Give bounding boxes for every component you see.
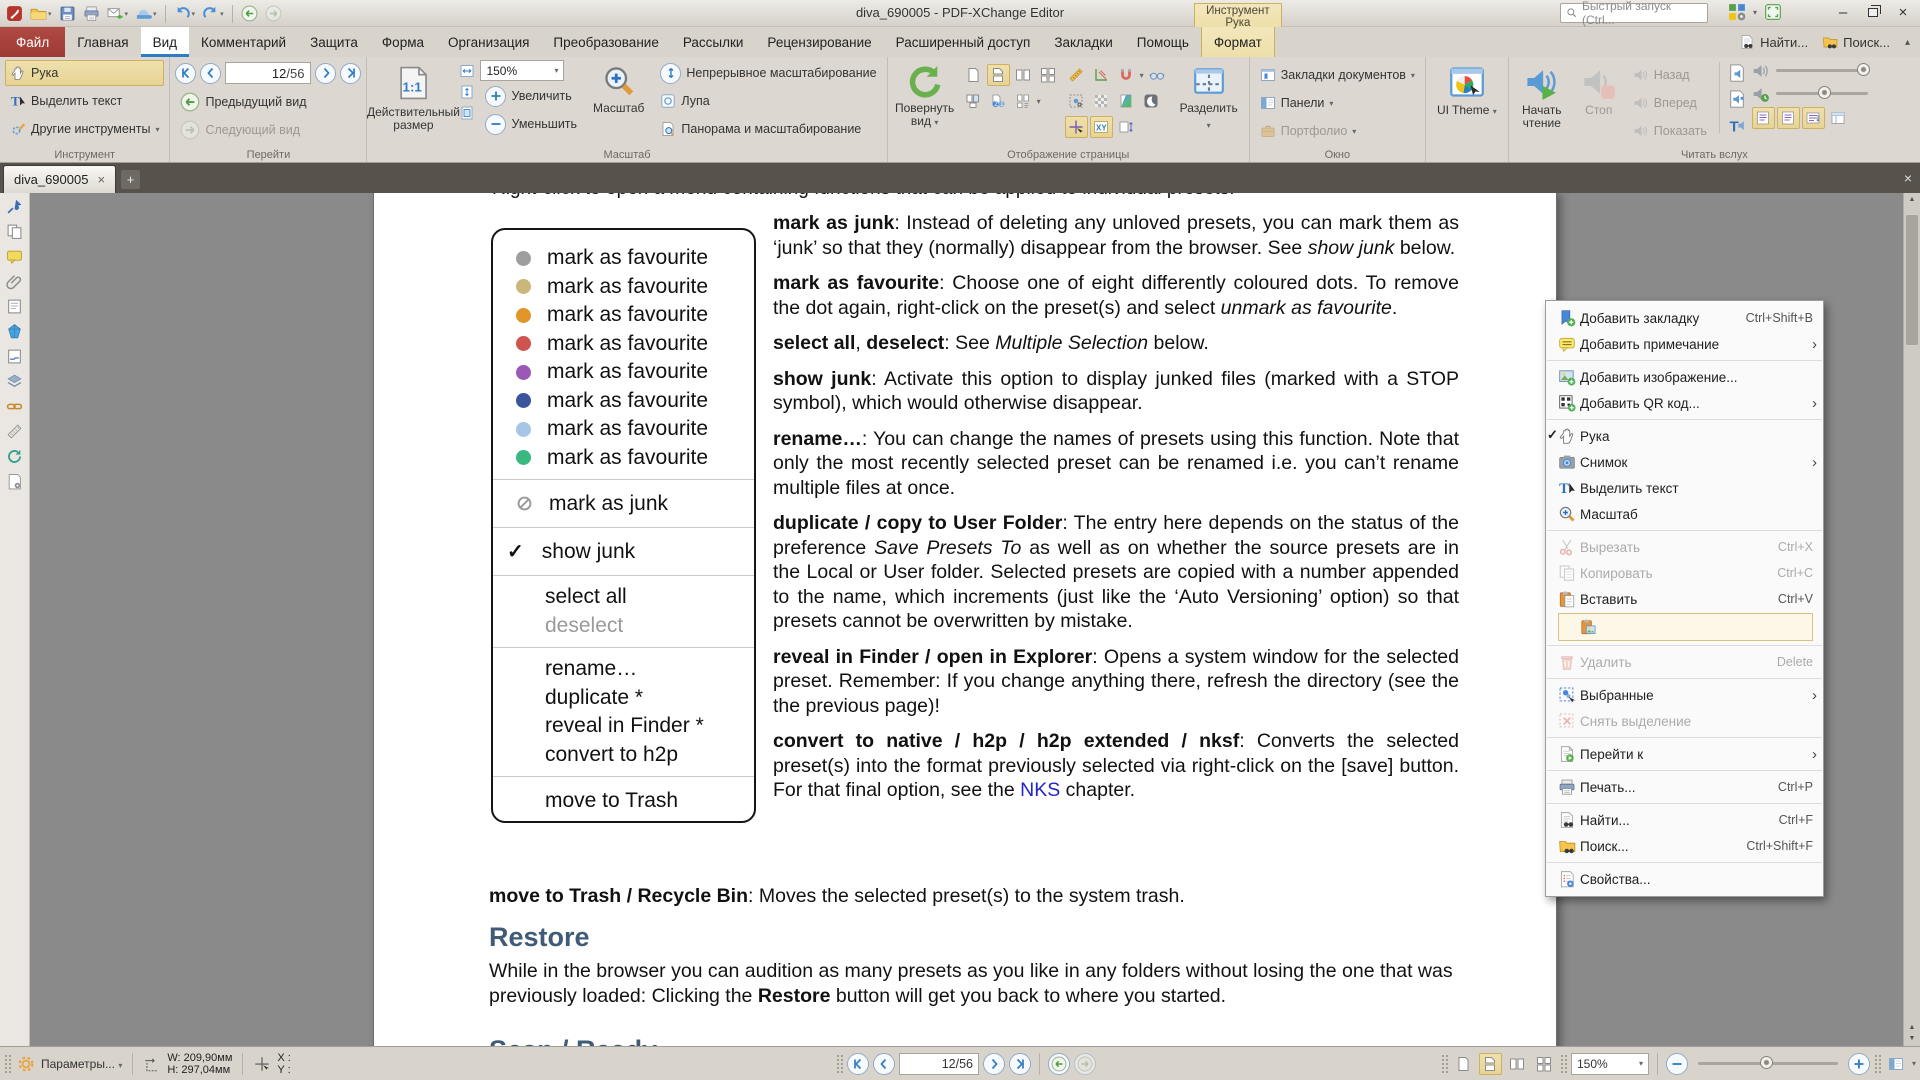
title-bar: [0, 0, 1920, 27]
continuous-zoom-icon: [660, 63, 681, 84]
status-first-page-button[interactable]: [847, 1053, 869, 1075]
email-icon[interactable]: ▾: [104, 2, 132, 25]
document-tab-title: diva_690005: [14, 172, 89, 187]
menu-tab-защита[interactable]: Защита: [310, 34, 358, 50]
menu-tab-организация[interactable]: Организация: [448, 34, 530, 50]
goto-icon: [1558, 745, 1576, 763]
figure-mark-junk: mark as junk: [493, 487, 754, 520]
cursor-coordinates: X : Y :: [277, 1051, 291, 1076]
page-color-icon[interactable]: [1115, 90, 1138, 112]
first-page-button[interactable]: [175, 63, 196, 84]
figure-select-all: select all: [545, 585, 627, 609]
ribbon: [0, 57, 1920, 163]
snapshot-icon: [1558, 453, 1576, 471]
pdf-page: [373, 190, 1557, 1049]
search-folder-icon: [1558, 837, 1576, 855]
fit-page-icon[interactable]: [459, 84, 475, 100]
select-text-button[interactable]: T Выделить текст: [11, 93, 123, 109]
status-zoom-slider[interactable]: [1698, 1062, 1838, 1065]
restore-paragraph: While in the browser you can audition as many presets as you like in any folders without losing the one that was previously loaded: Clicking the Restore button will get you back to where you started.: [489, 960, 1453, 1007]
status-previous-view-button[interactable]: [1048, 1053, 1070, 1075]
speaker-stop-icon: [1581, 64, 1617, 100]
bookmark-add-icon: [1558, 309, 1576, 327]
status-bar: [0, 1046, 1920, 1080]
links-icon[interactable]: [6, 398, 23, 415]
actual-size-icon: [394, 64, 432, 102]
fit-width-icon[interactable]: [459, 63, 475, 79]
ribbon-group-zoom: 1:1 Действительный размер 150% ▾ Увеличить Уменьшить Масштаб Непрерывное масштабирование Лупа Панорама и масштабирование Масштаб: [367, 57, 887, 162]
previous-view-icon: [180, 92, 200, 112]
page-layout-icon[interactable]: [1012, 90, 1035, 112]
loupe-button[interactable]: Лупа: [655, 88, 881, 114]
two-pages-continuous-icon[interactable]: [1037, 64, 1060, 86]
zoom-out-button[interactable]: Уменьшить: [480, 111, 582, 137]
comments-icon[interactable]: [6, 248, 23, 265]
read-option-3-toggle[interactable]: [1802, 107, 1825, 129]
status-continuous-icon[interactable]: [1479, 1053, 1502, 1075]
read-show-button[interactable]: Показать: [1628, 118, 1712, 144]
document-paragraph: convert to native / h2p / h2p extended / nksf: Converts the selected preset(s) into the format previously selected via right-click on the [save] button. For that final option, see the NKS chapter.: [773, 730, 1459, 801]
context-menu-item-выбранные[interactable]: Выбранные ›: [1546, 682, 1823, 708]
rotate-view-icon: [908, 64, 942, 98]
submenu-arrow-icon: ›: [1812, 453, 1817, 471]
submenu-arrow-icon: ›: [1812, 686, 1817, 704]
figure-deselect: deselect: [545, 613, 624, 637]
nks-link[interactable]: NKS: [1020, 779, 1061, 801]
left-panel-rail: [0, 193, 30, 1046]
qr-add-icon: [1558, 394, 1576, 412]
rulers-icon[interactable]: [1065, 64, 1088, 86]
chevron-down-icon[interactable]: ▾: [1752, 7, 1757, 17]
ribbon-group-ui-theme: [1426, 57, 1509, 162]
find-button[interactable]: Найти...: [1734, 32, 1813, 52]
speaker-play-icon: [1524, 64, 1560, 100]
back-icon[interactable]: [238, 2, 261, 25]
grip-handle: [1874, 1054, 1881, 1074]
status-zoom-out-button[interactable]: [1666, 1053, 1688, 1075]
menu-tab-вид[interactable]: Вид: [141, 27, 189, 57]
context-menu-item-вырезать[interactable]: Вырезать Ctrl+X: [1546, 534, 1823, 560]
context-menu-item-перейти-к[interactable]: Перейти к ›: [1546, 741, 1823, 767]
status-single-page-icon[interactable]: [1452, 1053, 1475, 1075]
read-back-button[interactable]: Назад: [1628, 62, 1712, 88]
tools-icon: [10, 121, 26, 137]
speed-icon: [1752, 85, 1770, 103]
menu-tab-формат[interactable]: Формат: [1201, 27, 1275, 57]
layers-icon[interactable]: [6, 373, 23, 390]
panels-button[interactable]: Панели ▾: [1255, 90, 1420, 116]
zoom-tool-icon: [602, 64, 636, 98]
destinations-icon[interactable]: [6, 198, 23, 215]
search-button[interactable]: Поиск...: [1817, 32, 1895, 52]
actual-size-button[interactable]: 1:1 Действительный размер: [372, 60, 454, 136]
page-size-icon: [143, 1055, 161, 1073]
hand-tool-button[interactable]: Рука: [5, 60, 164, 86]
status-params-button[interactable]: Параметры... ▾: [41, 1056, 123, 1071]
collapse-ribbon-icon[interactable]: ▴: [1904, 36, 1910, 48]
thumbnails-icon[interactable]: [6, 223, 23, 240]
panels-icon: [1260, 95, 1276, 111]
context-menu-paste-special[interactable]: [1546, 612, 1823, 642]
zoom-in-button[interactable]: Увеличить: [480, 83, 582, 109]
contextual-tool-header: Инструмент Рука: [1194, 3, 1282, 27]
zoom-level-select[interactable]: 150% ▾: [480, 60, 564, 81]
status-zoom-in-button[interactable]: [1848, 1053, 1870, 1075]
figure-mark-favourite: mark as favourite: [493, 273, 754, 302]
continuous-page-icon[interactable]: [987, 64, 1010, 86]
loupe-icon: [660, 93, 676, 109]
document-bookmarks-icon: [1260, 67, 1276, 83]
read-option-2-toggle[interactable]: [1777, 107, 1800, 129]
customize-toolbars-icon[interactable]: [1728, 3, 1746, 21]
quick-launch-search[interactable]: [1560, 0, 1708, 27]
menu-tab-главная[interactable]: Главная: [77, 34, 129, 50]
close-button[interactable]: ×: [1898, 4, 1908, 21]
document-tab-strip: [0, 163, 1920, 193]
volume-icon: [1752, 62, 1770, 80]
status-panels-icon[interactable]: [1885, 1053, 1908, 1075]
menu-tab-преобразование[interactable]: Преобразование: [553, 34, 659, 50]
previous-view-button[interactable]: Предыдущий вид: [175, 89, 361, 115]
select-text-icon: [1558, 479, 1576, 497]
window-title: diva_690005 - PDF-XChange Editor: [855, 5, 1065, 20]
svg-text:T: T: [11, 93, 20, 109]
app-logo-icon[interactable]: [3, 2, 26, 25]
scroll-up-icon[interactable]: ▲: [1908, 196, 1916, 203]
portfolio-icon: [1260, 123, 1276, 139]
page-text-column: [773, 211, 1459, 814]
scrollbar-thumb[interactable]: [1906, 215, 1918, 345]
print-icon: [1558, 778, 1576, 796]
open-icon[interactable]: ▾: [27, 2, 55, 25]
signatures-icon[interactable]: [6, 348, 23, 365]
split-icon: [1192, 64, 1226, 98]
grip-handle: [4, 1054, 11, 1074]
pan-zoom-icon: [660, 121, 676, 137]
context-menu-item-свойства-[interactable]: Свойства...: [1546, 866, 1823, 892]
select-region-icon[interactable]: [1065, 90, 1088, 112]
close-document-icon[interactable]: ×: [1903, 170, 1912, 186]
context-menu-item-добавить-qr-код-[interactable]: Добавить QR код... ›: [1546, 390, 1823, 416]
two-pages-icon[interactable]: [1012, 64, 1035, 86]
figure-mark-favourite: mark as favourite: [493, 387, 754, 416]
ribbon-group-page-display: Повернуть вид ▾ 2 1 ▾ ▾ XY Разделить ▾ Отображение страницы: [888, 57, 1250, 162]
zoom-tool-button[interactable]: Масштаб: [587, 60, 650, 119]
status-last-page-button[interactable]: [1009, 1053, 1031, 1075]
minus-icon: [485, 114, 506, 135]
figure-convert: convert to h2p: [545, 742, 679, 766]
menu-tab-рецензирование[interactable]: Рецензирование: [767, 34, 872, 50]
portfolio-button[interactable]: Портфолио ▾: [1255, 118, 1420, 144]
grip-handle: [1441, 1054, 1448, 1074]
speaker-forward-icon: [1633, 95, 1649, 111]
menu-bar: [0, 27, 1920, 57]
figure-mark-favourite: mark as favourite: [493, 330, 754, 359]
select-text-icon: [10, 93, 26, 109]
gear-icon[interactable]: [17, 1055, 35, 1073]
read-forward-button[interactable]: Вперед: [1628, 90, 1712, 116]
optimize-icon[interactable]: [6, 448, 23, 465]
attachments-icon[interactable]: [6, 273, 23, 290]
read-document-icon[interactable]: [1727, 89, 1747, 109]
document-paragraph: reveal in Finder / open in Explorer: Opens a system window for the selected preset. Remember: If you change anything there, refresh the directory (see the the previous page)!: [773, 645, 1460, 717]
search-folder-icon: [1822, 34, 1838, 50]
menu-tab-комментарий[interactable]: Комментарий: [201, 34, 287, 50]
read-page-icon[interactable]: [1727, 63, 1747, 83]
redo-icon[interactable]: ▾: [199, 2, 227, 25]
other-tools-button[interactable]: Другие инструменты ▾: [5, 116, 164, 142]
scan-icon[interactable]: ▾: [132, 2, 160, 25]
single-page-icon[interactable]: [962, 64, 985, 86]
image-add-icon: [1558, 368, 1576, 386]
document-paragraph: mark as junk: Instead of deleting any unloved presets, you can mark them as ‘junk’ so that they (normally) disappear from the browser. See show junk below.: [773, 212, 1459, 259]
svg-text:1:1: 1:1: [403, 79, 423, 95]
doc-properties-icon[interactable]: [6, 473, 23, 490]
last-page-button[interactable]: [340, 63, 361, 84]
figure-mark-favourite: mark as favourite: [493, 244, 754, 273]
page-number-field[interactable]: 12 /56: [225, 62, 311, 84]
ribbon-group-window: Закладки документов ▾ Панели ▾ Портфолио ▾ Окно: [1250, 57, 1426, 162]
document-bookmarks-button[interactable]: Закладки документов ▾: [1255, 62, 1420, 88]
guides-icon[interactable]: [1090, 64, 1113, 86]
submenu-arrow-icon: ›: [1812, 745, 1817, 763]
fullscreen-icon[interactable]: [1764, 3, 1782, 21]
restore-button[interactable]: [1858, 0, 1888, 25]
menu-tab-расширенный доступ[interactable]: Расширенный доступ: [895, 34, 1031, 50]
context-menu-item-масштаб[interactable]: Масштаб: [1546, 501, 1823, 527]
split-button[interactable]: Разделить ▾: [1174, 60, 1244, 136]
document-paragraph: select all, deselect: See Multiple Selection below.: [773, 332, 1209, 354]
document-paragraph: duplicate / copy to User Folder: The entry here depends on the status of the preference Save Presets To as well as on whether the source presets are in the Local or User folder. Selected presets are copied with a number appended to the name, which increments (just like the ‘Auto Versioning’ option) so that presets cannot be overwritten by mistake.: [773, 512, 1459, 632]
checkmark-icon: ✓: [1547, 427, 1558, 442]
crosshair-icon[interactable]: [1065, 116, 1088, 138]
context-menu-item-печать-[interactable]: Печать... Ctrl+P: [1546, 774, 1823, 800]
status-two-pages-icon[interactable]: [1506, 1053, 1529, 1075]
save-icon[interactable]: [56, 2, 79, 25]
paste-icon: [1558, 590, 1576, 608]
paste-image-icon: [1579, 618, 1597, 636]
menu-tab-файл[interactable]: Файл: [0, 27, 65, 57]
3d-model-icon[interactable]: [6, 323, 23, 340]
context-menu-item-добавить-изображение-[interactable]: Добавить изображение...: [1546, 364, 1823, 390]
undo-icon[interactable]: ▾: [171, 2, 199, 25]
cover-page-icon[interactable]: [962, 90, 985, 112]
hand-icon: [1558, 427, 1576, 445]
continuous-zoom-button[interactable]: Непрерывное масштабирование: [655, 60, 881, 86]
ribbon-group-tool: Рука T Выделить текст Другие инструменты ▾ Инструмент: [0, 57, 170, 162]
next-page-button[interactable]: [315, 63, 336, 84]
scroll-down-icon[interactable]: ▼: [1908, 1035, 1916, 1042]
figure-move-to-trash: move to Trash: [545, 788, 679, 812]
print-icon[interactable]: [80, 2, 103, 25]
forward-icon[interactable]: [262, 2, 285, 25]
figure-duplicate: duplicate *: [545, 685, 644, 709]
grip-handle: [836, 1054, 843, 1074]
svg-text:T: T: [1729, 118, 1739, 136]
find-icon: [1739, 34, 1755, 50]
next-view-button[interactable]: Следующий вид: [175, 117, 361, 143]
status-two-continuous-icon[interactable]: [1533, 1053, 1556, 1075]
preset-context-menu-figure: [491, 228, 756, 823]
ribbon-group-read-aloud: Начать чтение Стоп Назад Вперед Показать T Читать вслух: [1509, 57, 1920, 162]
page-dimensions: W: 209,90мм H: 297,04мм: [167, 1051, 233, 1076]
status-next-page-button[interactable]: [983, 1053, 1005, 1075]
pan-zoom-button[interactable]: Панорама и масштабирование: [655, 116, 881, 142]
transparency-grid-icon[interactable]: [1090, 90, 1113, 112]
read-selection-icon[interactable]: [1727, 115, 1747, 135]
cursor-position-icon: [253, 1055, 271, 1073]
svg-text:XY: XY: [1096, 123, 1107, 133]
search-icon: [1566, 7, 1578, 19]
rotate-view-button[interactable]: Повернуть вид ▾: [893, 60, 957, 133]
context-menu-item-копировать[interactable]: Копировать Ctrl+C: [1546, 560, 1823, 586]
figure-reveal: reveal in Finder *: [545, 714, 704, 738]
context-menu-item-снимок[interactable]: Снимок ›: [1546, 449, 1823, 475]
figure-mark-favourite: mark as favourite: [493, 444, 754, 473]
context-menu-item-найти-[interactable]: Найти... Ctrl+F: [1546, 807, 1823, 833]
selected-icon: [1558, 686, 1576, 704]
submenu-arrow-icon: ›: [1812, 335, 1817, 353]
zoom-icon: [1558, 505, 1576, 523]
hand-icon: [10, 65, 26, 81]
context-menu-item-удалить[interactable]: Удалить Delete: [1546, 649, 1823, 675]
menu-tab-закладки[interactable]: Закладки: [1054, 34, 1113, 50]
measure-icon[interactable]: [6, 423, 23, 440]
prev-page-button[interactable]: [200, 63, 221, 84]
svg-text:1: 1: [1000, 102, 1004, 109]
copy-icon: [1558, 564, 1576, 582]
chevron-down-icon[interactable]: ▾: [1036, 96, 1041, 106]
scroll-prev-icon[interactable]: ▲: [1908, 1024, 1916, 1031]
read-option-4-toggle[interactable]: [1827, 107, 1850, 129]
plus-icon: [485, 86, 506, 107]
context-menu-item-выделить-текст[interactable]: T Выделить текст: [1559, 480, 1679, 498]
svg-text:2: 2: [994, 102, 998, 109]
figure-mark-favourite: mark as favourite: [493, 301, 754, 330]
search-placeholder: Быстрый запуск (Ctrl...: [1582, 0, 1672, 27]
delete-icon: [1558, 653, 1576, 671]
figure-mark-favourite: mark as favourite: [493, 358, 754, 387]
speed-slider[interactable]: [1776, 92, 1868, 95]
chevron-down-icon[interactable]: ▾: [1911, 1059, 1916, 1068]
context-menu-item-вставить[interactable]: Вставить Ctrl+V: [1546, 586, 1823, 612]
fit-visible-icon[interactable]: [459, 105, 475, 121]
quick-access-toolbar: [3, 1, 285, 26]
speaker-back-icon: [1633, 67, 1649, 83]
status-page-field[interactable]: 12 /56: [899, 1053, 979, 1075]
cut-icon: [1558, 538, 1576, 556]
document-tab[interactable]: [3, 165, 116, 193]
ribbon-group-goto: 12 /56 Предыдущий вид Следующий вид Перейти: [170, 57, 367, 162]
find-icon: [1558, 811, 1576, 829]
next-view-icon: [180, 120, 200, 140]
deselect-icon: [1558, 712, 1576, 730]
page-footer-text: [489, 884, 1460, 1063]
menu-tab-помощь[interactable]: Помощь: [1136, 34, 1189, 50]
document-paragraph: mark as favourite: Choose one of eight differently coloured dots. To remove the dot again, right-click on the preset(s) and select unmark as favourite.: [773, 272, 1459, 319]
grip-handle: [1560, 1054, 1567, 1074]
status-prev-page-button[interactable]: [873, 1053, 895, 1075]
submenu-arrow-icon: ›: [1812, 394, 1817, 412]
document-paragraph: rename…: You can change the names of presets using this function. Note that only the most recently selected preset can be renamed i.e. you can’t rename multiple files at once.: [773, 427, 1459, 499]
ui-theme-button[interactable]: UI Theme ▾: [1431, 60, 1503, 122]
document-paragraph: show junk: Activate this option to display junked files (marked with a STOP symbol), which would otherwise disappear.: [773, 367, 1460, 414]
context-menu-item-снять-выделение[interactable]: Снять выделение: [1546, 708, 1823, 734]
figure-show-junk: ✓ show junk: [507, 539, 636, 563]
xy-coordinates-icon[interactable]: [1090, 116, 1113, 138]
move-to-trash-paragraph: move to Trash / Recycle Bin: Moves the selected preset(s) to the system trash.: [489, 885, 1185, 907]
figure-mark-favourite: mark as favourite: [493, 415, 754, 444]
start-reading-button[interactable]: Начать чтение: [1514, 60, 1570, 134]
menu-tab-рассылки[interactable]: Рассылки: [682, 34, 744, 50]
page-numbers-icon[interactable]: [987, 90, 1010, 112]
reading-mode-icon[interactable]: [1146, 64, 1169, 86]
figure-rename: rename…: [545, 657, 638, 681]
resize-page-icon[interactable]: [1115, 116, 1138, 138]
vertical-scrollbar[interactable]: [1903, 193, 1920, 1046]
minimize-button[interactable]: –: [1838, 4, 1848, 21]
context-menu: [1545, 300, 1824, 897]
speaker-show-icon: [1633, 123, 1649, 139]
stop-reading-button[interactable]: Стоп: [1575, 60, 1623, 121]
status-zoom-select[interactable]: 150% ▾: [1571, 1053, 1649, 1075]
menu-tab-форма[interactable]: Форма: [381, 34, 424, 50]
restore-heading: Restore: [489, 921, 590, 952]
properties-icon: [1558, 870, 1576, 888]
volume-slider[interactable]: [1776, 69, 1868, 72]
night-mode-icon[interactable]: [1140, 90, 1163, 112]
context-menu-item-рука[interactable]: ✓ Рука: [1547, 427, 1610, 444]
context-menu-item-добавить-примечание[interactable]: Добавить примечание ›: [1546, 331, 1823, 357]
snap-icon[interactable]: [1115, 64, 1138, 86]
fields-icon[interactable]: [6, 298, 23, 315]
status-next-view-button[interactable]: [1074, 1053, 1096, 1075]
read-option-1-toggle[interactable]: [1752, 107, 1775, 129]
context-menu-item-поиск-[interactable]: Поиск... Ctrl+Shift+F: [1546, 833, 1823, 859]
new-tab-button[interactable]: +: [121, 170, 140, 189]
context-menu-item-добавить-закладку[interactable]: Добавить закладку Ctrl+Shift+B: [1546, 305, 1823, 331]
close-tab-icon[interactable]: ×: [97, 172, 106, 187]
comment-add-icon: [1558, 335, 1576, 353]
svg-text:T: T: [1559, 481, 1569, 498]
ui-theme-icon: [1449, 64, 1485, 100]
